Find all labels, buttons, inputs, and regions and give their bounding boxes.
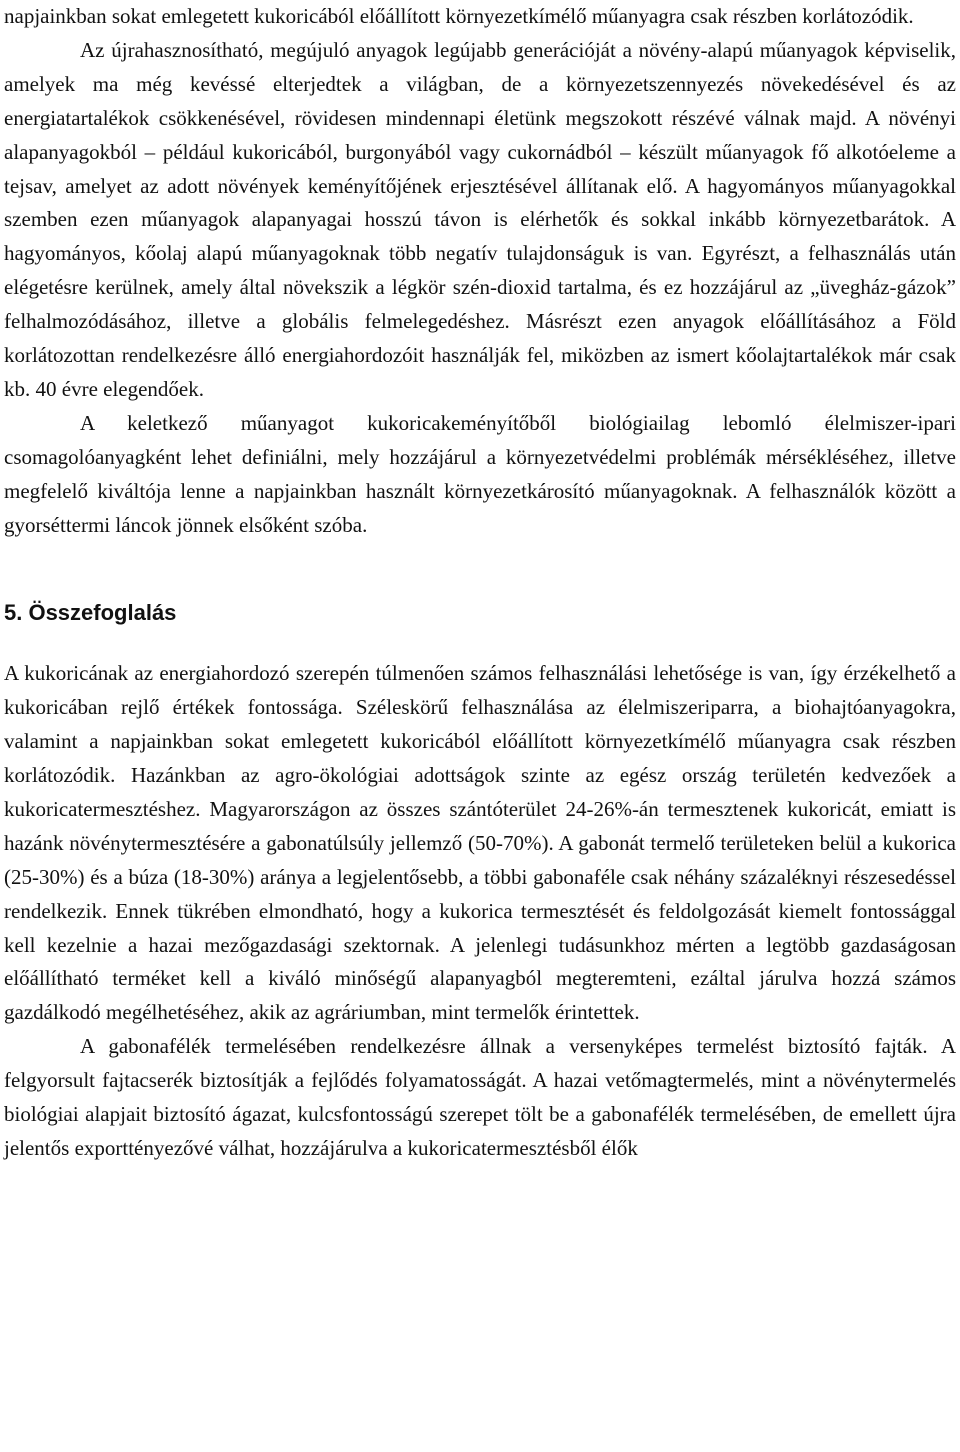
paragraph-cereals: A gabonafélék termelésében rendelkezésre állnak a versenyképes termelést biztosító fajták. A felgyorsult fajtacserék biztosítják a fejlődés folyamatosságát. A hazai vetőmagtermelés, mint a növénytermelés biológiai alapjait biztosító ágazat, kulcsfontosságú szerepet tölt be a gabonafélék termelésében, de emellett újra jelentős exporttényezővé válhat, hozzájárulva a kukoricatermesztésből élők <box>4 1034 956 1160</box>
paragraph-summary: A kukoricának az energiahordozó szerepén túlmenően számos felhasználási lehetősége is van, így érzékelhető a kukoricában rejlő értékek fontossága. Széleskörű felhasználása az élelmiszeriparra, a biohajtóanyagokra, valamint a napjainkban sokat emlegetett kukoricából előállított környezetkímélő műanyagra csak részben korlátozódik. Hazánkban az agro-ökológiai adottságok szinte az egész ország területén kedvezőek a kukoricatermesztéshez. Magyarországon az összes szántóterület 24-26%-án termesztenek kukoricát, emiatt is hazánk növénytermesztésére a gabonatúlsúly jellemző (50-70%). A gabonát termelő területeken belül a kukorica (25-30%) és a búza (18-30%) aránya a legjelentősebb, a többi gabonaféle csak néhány százaléknyi részesedéssel rendelkezik. Ennek tükrében elmondható, hogy a kukorica termesztését és feldolgozását kiemelt fontossággal kell kezelnie a hazai mezőgazdasági szektornak. A jelenlegi tudásunkhoz mérten a legtöbb gazdaságosan előállítható terméket kell a kiváló minőségű alapanyagból megteremteni, ezáltal járulva hozzá számos gazdálkodó megélhetéséhez, akik az agráriumban, mint termelők érintettek. <box>4 661 956 1025</box>
paragraph-continuation: napjainkban sokat emlegetett kukoricából előállított környezetkímélő műanyagra csak részben korlátozódik. <box>4 4 914 28</box>
spacer <box>4 630 956 657</box>
paragraph-packaging: A keletkező műanyagot kukoricakeményítőből biológiailag lebomló élelmiszer-ipari csomagolóanyagként lehet definiálni, mely hozzájárul a környezetvédelmi problémák mérsékléséhez, illetve megfelelő kiváltója lenne a napjainkban használt környezetkárosító műanyagoknak. A felhasználók között a gyorséttermi láncok jönnek elsőként szóba. <box>4 410 956 537</box>
spacer <box>4 543 956 577</box>
paragraph-bioplastics: Az újrahasznosítható, megújuló anyagok legújabb generációját a növény-alapú műanyagok képviselik, amelyek ma még kevéssé elterjedtek a világban, de a környezetszennyezés növekedésével és az energiatartalékok csökkenésével, rövidesen mindennapi életünk megszokott részévé válnak majd. A növényi alapanyagokból – például kukoricából, burgonyából vagy cukornádból – készült műanyagok fő alkotóeleme a tejsav, amelyet az adott növények keményítőjének erjesztésével állítanak elő. A hagyományos műanyagokkal szemben ezen műanyagok alapanyagai hosszú távon is elérhetők és sokkal inkább környezetbarátok. A hagyományos, kőolaj alapú műanyagoknak több negatív tulajdonságuk is van. Egyrészt, a felhasználás után elégetésre kerülnek, amely által növekszik a légkör szén-dioxid tartalma, és ez hozzájárul az „üvegház-gázok” felhalmozódásához, illetve a globális felmelegedéshez. Másrészt ezen anyagok előállításához a Föld korlátozottan rendelkezésre álló energiahordozóit használják fel, miközben az ismert kőolajtartalékok már csak kb. 40 évre elegendőek. <box>4 37 956 401</box>
document-page <box>4 0 956 1166</box>
section-heading: 5. Összefoglalás <box>4 600 177 626</box>
